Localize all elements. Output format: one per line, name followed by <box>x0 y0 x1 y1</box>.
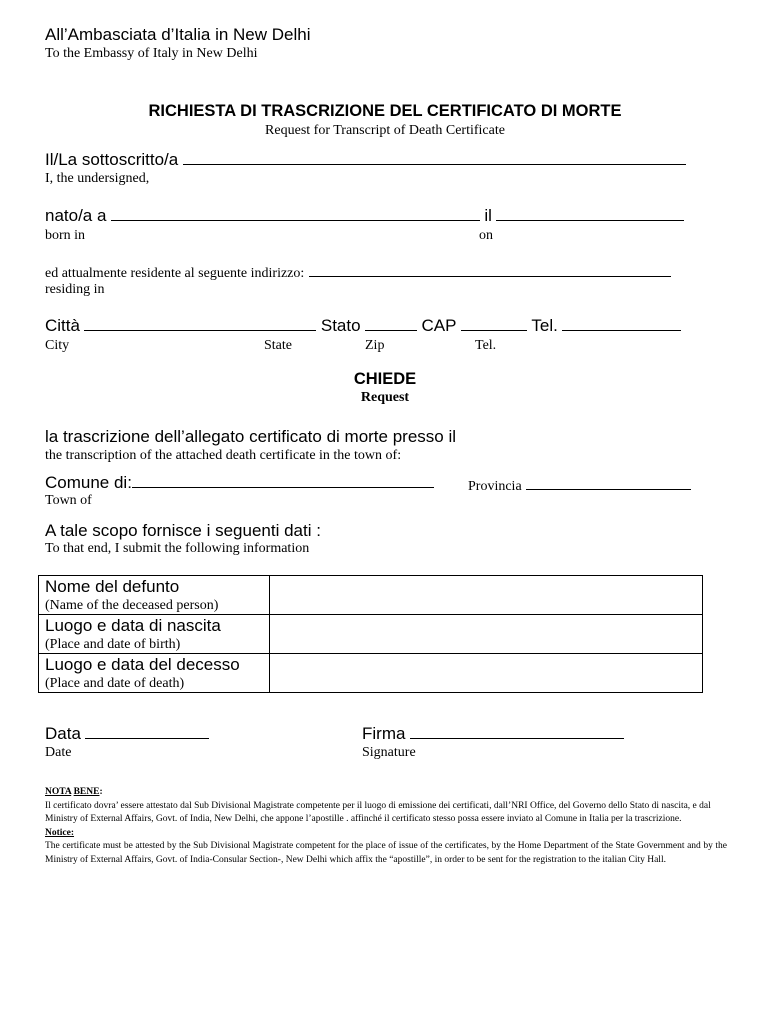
signature-label: Firma <box>362 724 406 743</box>
undersigned-row <box>45 150 686 170</box>
birthdate-field[interactable] <box>496 206 684 221</box>
table-label-cell <box>39 576 270 615</box>
zip-label: CAP <box>421 316 457 335</box>
death-info-value[interactable] <box>270 654 703 693</box>
addressee-english: To the Embassy of Italy in New Delhi <box>45 46 258 61</box>
born-label-en: born in <box>45 228 86 243</box>
birth-info-label: Luogo e data di nascita <box>45 616 221 635</box>
state-label-en: State <box>264 338 292 353</box>
purpose-text: A tale scopo fornisce i seguenti dati : <box>45 521 321 540</box>
birth-info-label-en: (Place and date of birth) <box>45 637 181 652</box>
residence-label: ed attualmente residente al seguente indirizzo: <box>45 266 305 281</box>
comune-label-en: Town of <box>45 493 92 508</box>
province-row <box>468 475 691 495</box>
city-label: Città <box>45 316 80 335</box>
transcription-text-en: the transcription of the attached death certificate in the town of: <box>45 448 402 463</box>
death-info-label-en: (Place and date of death) <box>45 676 185 691</box>
table-row <box>39 654 703 693</box>
notes-body-en: The certificate must be attested by the Sub Divisional Magistrate competent for the place of issue of the certificates, by the Home Department of the State Government and by the Ministry of External Affairs, Govt. of India-Consular Section-, New Delhi which affix the “apostille”, in order to be sent for the registration to the italian City Hall. <box>45 841 727 865</box>
born-row <box>45 206 684 226</box>
city-label-en: City <box>45 338 70 353</box>
notes-body-it: Il certificato dovra’ essere attestato dal Sub Divisional Magistrate competente per il luogo di emissione dei certificati, dall’NRI Office, del Governo dello Stato di nascita, e dal Ministry of External Affairs, Govt. of India, New Delhi, che appone l’apostille . affinché il certificato stesso possa essere inviato al Comune in Italia per la trascrizione. <box>45 800 711 824</box>
zip-field[interactable] <box>461 316 527 331</box>
born-label: nato/a a <box>45 206 107 225</box>
undersigned-label: Il/La sottoscritto/a <box>45 150 179 169</box>
notes-block <box>45 786 727 867</box>
comune-row <box>45 473 434 493</box>
residence-field[interactable] <box>309 262 671 277</box>
table-label-cell <box>39 615 270 654</box>
residence-row <box>45 262 671 282</box>
born-date-label-en: on <box>479 228 493 243</box>
date-field[interactable] <box>85 724 209 739</box>
province-label: Provincia <box>468 479 522 494</box>
addressee-italian: All’Ambasciata d’Italia in New Delhi <box>45 25 311 44</box>
date-label-en: Date <box>45 745 72 760</box>
notes-heading-en: Notice: <box>45 827 75 838</box>
residence-label-en: residing in <box>45 282 105 297</box>
tel-label-en: Tel. <box>475 338 497 353</box>
requests-heading-en: Request <box>360 390 410 405</box>
birth-info-value[interactable] <box>270 615 703 654</box>
notes-heading-bene: BENE <box>73 787 100 797</box>
zip-label-en: Zip <box>365 338 385 353</box>
location-row <box>45 316 681 336</box>
form-subtitle: Request for Transcript of Death Certificate <box>265 123 505 138</box>
table-label-cell <box>39 654 270 693</box>
death-info-label: Luogo e data del decesso <box>45 655 240 674</box>
deceased-name-value[interactable] <box>270 576 703 615</box>
deceased-info-table <box>38 575 703 693</box>
born-date-label: il <box>484 206 492 225</box>
signature-label-en: Signature <box>362 745 416 760</box>
tel-label: Tel. <box>531 316 558 335</box>
comune-field[interactable] <box>132 473 434 488</box>
city-field[interactable] <box>84 316 316 331</box>
signature-field[interactable] <box>410 724 624 739</box>
deceased-name-label-en: (Name of the deceased person) <box>45 598 219 613</box>
notes-heading-it: NOTA BENE: <box>45 787 103 797</box>
date-label: Data <box>45 724 81 743</box>
notes-heading-nota: NOTA <box>45 787 72 797</box>
transcription-text: la trascrizione dell’allegato certificato di morte presso il <box>45 427 457 446</box>
deceased-name-label: Nome del defunto <box>45 577 180 596</box>
purpose-text-en: To that end, I submit the following information <box>45 541 310 556</box>
comune-label: Comune di: <box>45 473 132 492</box>
undersigned-field[interactable] <box>183 150 686 165</box>
table-row <box>39 576 703 615</box>
requests-heading: CHIEDE <box>353 370 417 388</box>
birthplace-field[interactable] <box>111 206 480 221</box>
table-row <box>39 615 703 654</box>
province-field[interactable] <box>526 475 691 490</box>
date-row <box>45 724 209 744</box>
undersigned-label-en: I, the undersigned, <box>45 171 150 186</box>
tel-field[interactable] <box>562 316 681 331</box>
state-field[interactable] <box>365 316 417 331</box>
form-title: RICHIESTA DI TRASCRIZIONE DEL CERTIFICATO DI MORTE <box>148 102 622 120</box>
state-label: Stato <box>320 316 361 335</box>
signature-row <box>362 724 624 744</box>
